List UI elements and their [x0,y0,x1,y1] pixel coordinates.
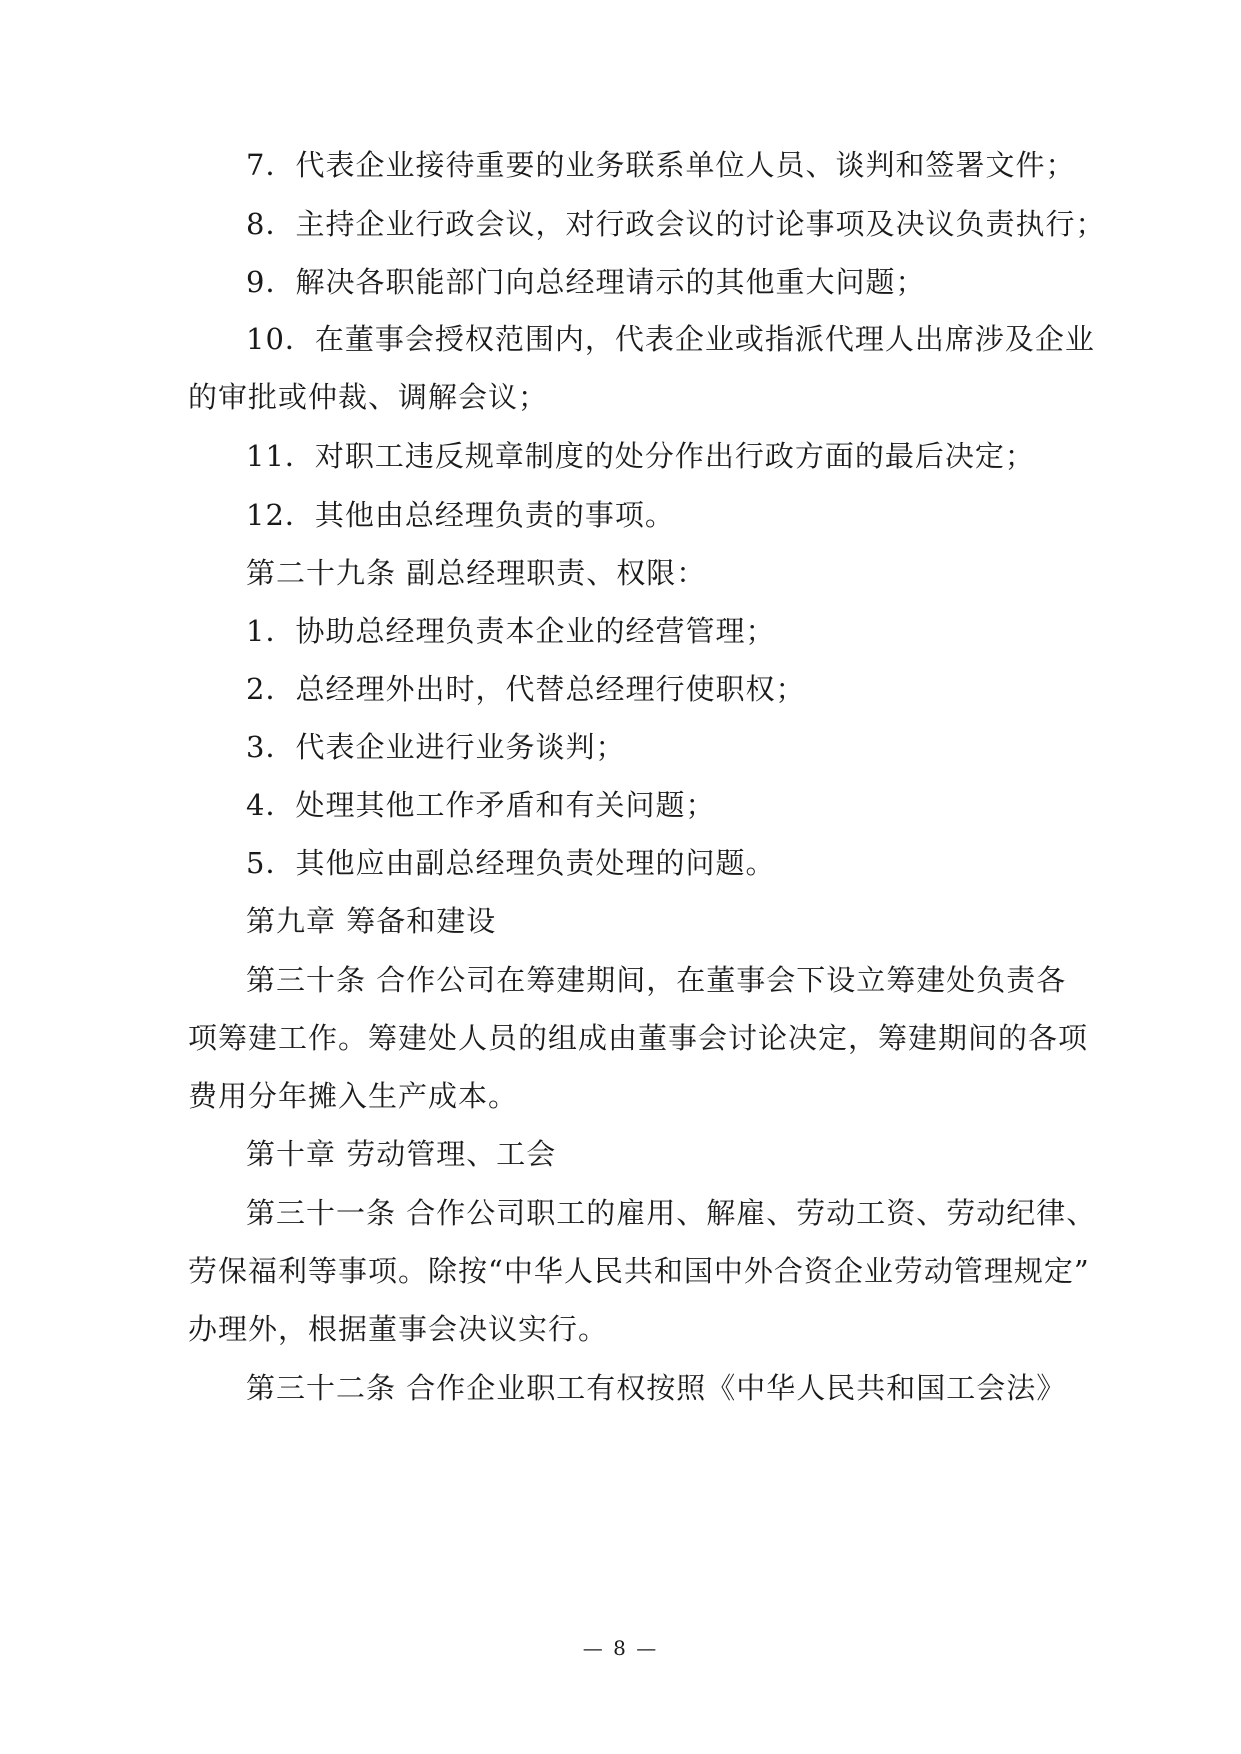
text-line-item-7: 7．代表企业接待重要的业务联系单位人员、谈判和签署文件； [246,148,1076,182]
chapter-9-heading: 第九章 筹备和建设 [246,904,497,938]
text-line-item-11: 11．对职工违反规章制度的处分作出行政方面的最后决定； [246,439,1035,473]
text-line-item-10-cont: 的审批或仲裁、调解会议； [188,380,549,414]
text-line-deputy-5: 5．其他应由副总经理负责处理的问题。 [246,846,776,880]
article-31-line-2: 劳保福利等事项。除按“中华人民共和国中外合资企业劳动管理规定” [188,1254,1090,1288]
text-line-item-8: 8．主持企业行政会议，对行政会议的讨论事项及决议负责执行； [246,207,1106,241]
chapter-10-heading: 第十章 劳动管理、工会 [246,1137,557,1171]
text-line-item-9: 9．解决各职能部门向总经理请示的其他重大问题； [246,265,926,299]
article-31-line-3: 办理外，根据董事会决议实行。 [188,1312,609,1346]
article-30-line-2: 项筹建工作。筹建处人员的组成由董事会讨论决定，筹建期间的各项 [188,1021,1089,1055]
text-line-deputy-4: 4．处理其他工作矛盾和有关问题； [246,788,716,822]
text-line-deputy-3: 3．代表企业进行业务谈判； [246,730,626,764]
article-30-line-1: 第三十条 合作公司在筹建期间，在董事会下设立筹建处负责各 [246,963,1067,997]
text-line-item-12: 12．其他由总经理负责的事项。 [246,498,675,532]
text-line-deputy-2: 2．总经理外出时，代替总经理行使职权； [246,672,806,706]
article-30-line-3: 费用分年摊入生产成本。 [188,1079,519,1113]
page-number: — 8 — [582,1636,659,1660]
text-line-item-10: 10．在董事会授权范围内，代表企业或指派代理人出席涉及企业 [246,322,1095,356]
article-29-heading: 第二十九条 副总经理职责、权限： [246,556,707,590]
article-31-line-1: 第三十一条 合作公司职工的雇用、解雇、劳动工资、劳动纪律、 [246,1196,1097,1230]
article-32-line-1: 第三十二条 合作企业职工有权按照《中华人民共和国工会法》 [246,1371,1067,1405]
text-line-deputy-1: 1．协助总经理负责本企业的经营管理； [246,614,776,648]
